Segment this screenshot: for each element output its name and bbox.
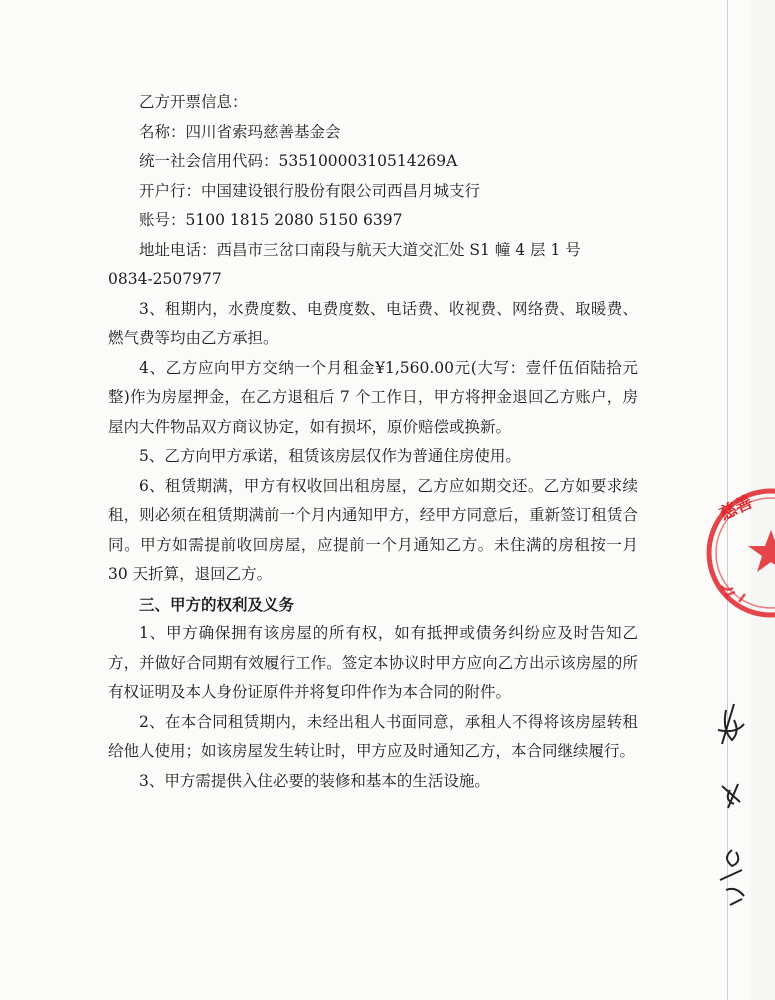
seal-text: 慈善 [716, 492, 756, 525]
landlord-item-1: 1、甲方确保拥有该房屋的所有权，如有抵押或债务纠纷应及时告知乙方，并做好合同期有效履行工作。签定本协议时甲方应向乙方出示该房屋的所有权证明及本人身份证原件并将复印件作为本合同的附件。 [108, 624, 638, 701]
section-heading: 三、甲方的权利及义务 [139, 594, 295, 614]
billing-name: 名称：四川省索玛慈善基金会 [139, 122, 341, 141]
billing-bank: 开户行：中国建设银行股份有限公司西昌月城支行 [139, 181, 481, 200]
clause-5: 5、乙方向甲方承诺，租赁该房层仅作为普通住房使用。 [139, 447, 521, 465]
billing-address: 地址电话：西昌市三岔口南段与航天大道交汇处 S1 幢 4 层 1 号 [139, 240, 581, 259]
contract-body [108, 88, 638, 796]
clause-3: 3、租期内，水费度数、电费度数、电话费、收视费、网络费、取暖费、燃气费等均由乙方承担。 [108, 299, 638, 347]
billing-phone: 0834-2507977 [108, 270, 222, 288]
landlord-item-2: 2、在本合同租赁期内，未经出租人书面同意，承租人不得将该房屋转租给他人使用；如该房屋发生转让时，甲方应及时通知乙方，本合同继续履行。 [108, 712, 638, 760]
signature-fragments [712, 690, 752, 920]
clause-4: 4、乙方应向甲方交纳一个月租金¥1,560.00元(大写：壹仟伍佰陆拾元整)作为房屋押金，在乙方退租后 7 个工作日，甲方将押金退回乙方账户，房屋内大件物品双方商议协定，如有损坏，原价赔偿或换新。 [108, 358, 638, 436]
billing-title: 乙方开票信息： [139, 93, 248, 111]
seal-stamp [705, 478, 775, 628]
landlord-item-3: 3、甲方需提供入住必要的装修和基本的生活设施。 [139, 771, 490, 790]
billing-account: 账号：5100 1815 2080 5150 6397 [139, 211, 403, 229]
billing-credit-code: 统一社会信用代码：53510000310514269A [139, 152, 458, 170]
clause-6: 6、租赁期满，甲方有权收回出租房屋，乙方应如期交还。乙方如要求续租，则必须在租赁期满前一个月内通知甲方，经甲方同意后，重新签订租赁合同。甲方如需提前收回房屋，应提前一个月通知乙方。未住满的房租按一月 30 天折算，退回乙方。 [108, 476, 638, 583]
